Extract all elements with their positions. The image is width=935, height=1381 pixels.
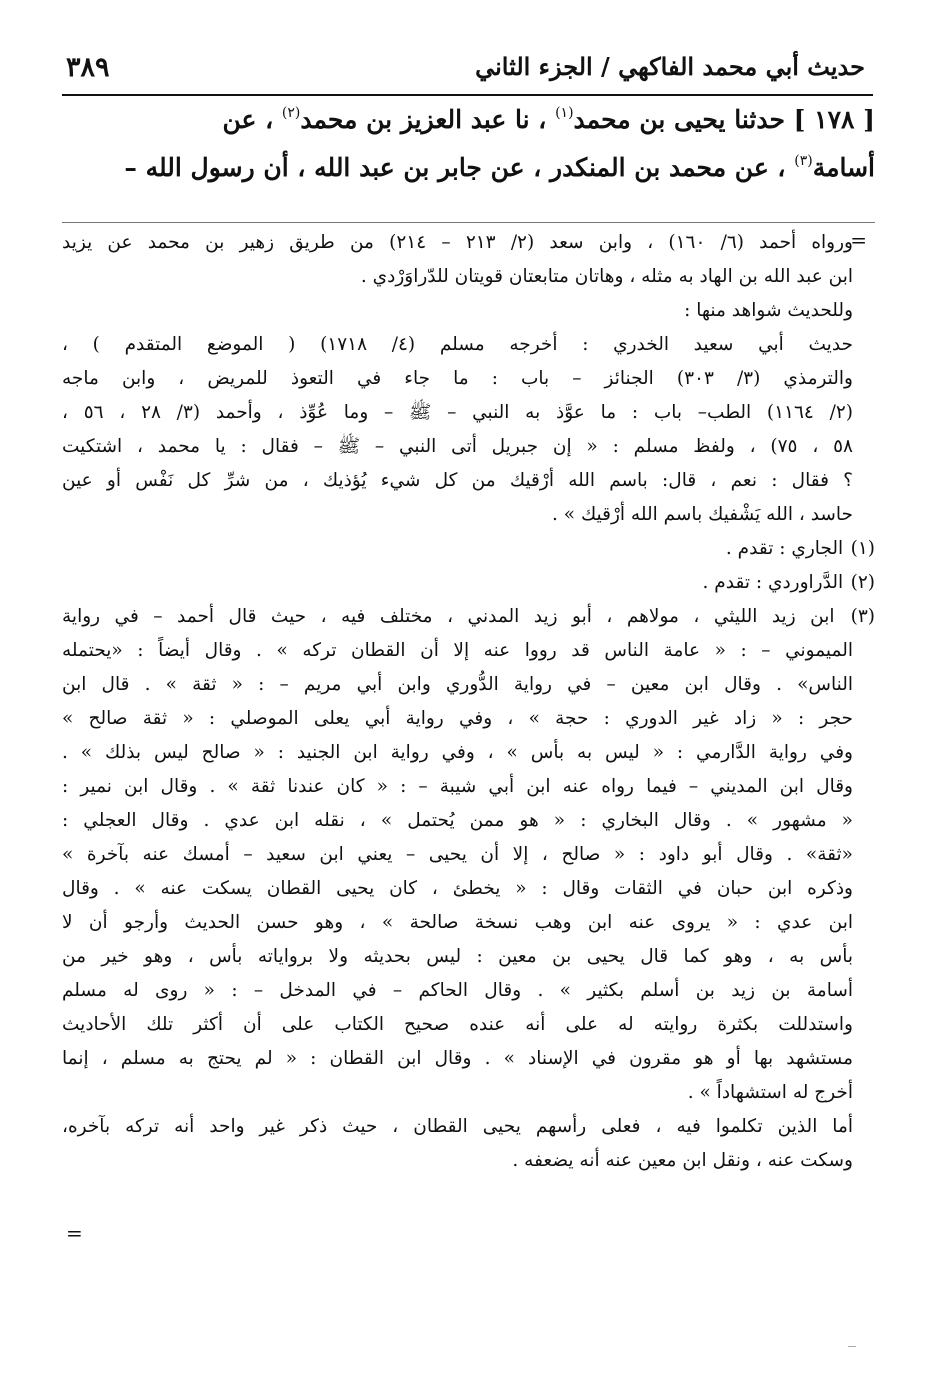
continuation-mark-top: = (850, 228, 867, 252)
footnote-ref-3[interactable]: (٣) (794, 153, 813, 169)
footnote-line: «ثقة» . وقال أبو داود : « صالح ، إلا أن يحيى – يعني ابن سعيد – أمسك عنه بآخرة » (62, 844, 853, 865)
page-header (62, 46, 873, 96)
footnote-line: أسامة بن زيد بن أسلم بكثير » . وقال الحاكم – في المدخل – : « روى له مسلم (62, 980, 853, 1001)
footnote-line: ٥٨ ، ٧٥) ، ولفظ مسلم : « إن جبريل أتى النبي – ﷺ – فقال : يا محمد ، اشتكيت (62, 436, 853, 457)
footnote-separator (62, 222, 875, 223)
footnote-line: (٢/ ١١٦٤) الطب– باب : ما عوَّذ به النبي – ﷺ – وما عُوِّذ ، وأحمد (٣/ ٢٨ ، ٥٦ ، (62, 402, 853, 423)
footnote-line: ابن عدي : « يروى عنه ابن وهب نسخة صالحة » ، وهو حسن الحديث وأرجو أن لا (62, 912, 853, 933)
main-text (62, 98, 875, 194)
page-number: ٣٨٩ (66, 52, 110, 83)
footnote-number: (١) (850, 538, 875, 559)
footnote-number: (٣) (850, 606, 875, 627)
footnote-line: الميموني – : « عامة الناس قد رووا عنه إلا أن القطان تركه » . وقال أيضاً : «يحتمله (62, 640, 853, 661)
footnote-line: وللحديث شواهد منها : (684, 300, 853, 321)
footnote-line: وفي رواية الدَّارمي : « ليس به بأس » ، وفي رواية ابن الجنيد : « صالح ليس بذلك » . (62, 742, 853, 763)
footnote-number: (٢) (850, 572, 875, 593)
footnote-line: حجر : « زاد غير الدوري : حجة » ، وفي رواية أبي يعلى الموصلي : « ثقة صالح » (62, 708, 853, 729)
footnote-ref-1[interactable]: (١) (555, 105, 574, 121)
footnote-line: ؟ فقال : نعم ، قال: باسم الله أرْقيك من كل شيء يُؤذيك ، من شرِّ كل نَفْس أو عين (62, 470, 853, 491)
scan-artifact (848, 1346, 856, 1347)
footnote-line: مستشهد بها أو هو مقرون في الإسناد » . وقال ابن القطان : « لم يحتج به مسلم ، إنما (62, 1048, 853, 1069)
footnote-2: (٢) الدَّراوردي : تقدم . (62, 566, 875, 600)
footnote-3: (٣) ابن زيد الليثي ، مولاهم ، أبو زيد المدني ، مختلف فيه ، حيث قال أحمد – في رواية (62, 600, 875, 634)
footnote-line: وسكت عنه ، ونقل ابن معين عنه أنه يضعفه . (512, 1150, 853, 1171)
footnote-line: « مشهور » . وقال البخاري : « هو ممن يُحتمل » ، نقله ابن عدي . وقال العجلي : (62, 810, 853, 831)
footnote-line: بأس به ، وهو كما قال يحيى بن معين : ليس بحديثه ولا برواياته بأس ، وهو خير من (62, 946, 853, 967)
footnotes (62, 226, 875, 1245)
footnote-line: وذكره ابن حبان في الثقات وقال : « يخطئ ، كان يحيى القطان يسكت عنه » . وقال (62, 878, 853, 899)
footnote-line: أخرج له استشهاداً » . (687, 1082, 853, 1103)
running-head: حديث أبي محمد الفاكهي / الجزء الثاني (475, 52, 865, 81)
footnote-line: حديث أبي سعيد الخدري : أخرجه مسلم (٤/ ١٧١٨) ( الموضع المتقدم ) ، (62, 334, 853, 355)
footnote-line: واستدللت بكثرة روايته له على أنه عنده صحيح الكتاب على أن أكثر تلك الأحاديث (62, 1014, 853, 1035)
footnote-line: حاسد ، الله يَشْفيك باسم الله أرْقيك » . (551, 504, 853, 525)
footnote-line: ابن عبد الله بن الهاد به مثله ، وهاتان متابعتان قويتان للدّراوَرْدي . (360, 266, 853, 287)
footnote-line: ورواه أحمد (٦/ ١٦٠) ، وابن سعد (٢/ ٢١٣ – ٢١٤) من طريق زهير بن محمد عن يزيد (62, 232, 853, 253)
footnote-ref-2[interactable]: (٢) (281, 105, 301, 121)
footnote-line: وقال ابن المديني – فيما رواه عنه ابن أبي شيبة – : « كان عندنا ثقة » . وقال ابن نمير : (62, 776, 853, 797)
footnote-line: والترمذي (٣/ ٣٠٣) الجنائز – باب : ما جاء في التعوذ للمريض ، وابن ماجه (62, 368, 853, 389)
hadith-line-2: أسامة$^{(٣)}$ ، عن محمد بن المنكدر ، عن جابر بن عبد الله ، أن رسول الله – (124, 153, 875, 182)
hadith-line-1: [ ١٧٨ ] حدثنا يحيى بن محمد$^{(١)}$ ، نا عبد العزيز بن محمد$^{(٢)}$ ، عن (222, 105, 875, 134)
continuation-mark-bottom: = (66, 1221, 83, 1245)
footnote-line: الناس» . وقال ابن معين – في رواية الدُّوري وابن أبي مريم – : « ثقة » . قال ابن (62, 674, 853, 695)
footnote-1: (١) الجاري : تقدم . (62, 532, 875, 566)
footnote-line: أما الذين تكلموا فيه ، فعلى رأسهم يحيى القطان ، حيث ذكر غير واحد أنه تركه بآخره، (62, 1116, 853, 1137)
